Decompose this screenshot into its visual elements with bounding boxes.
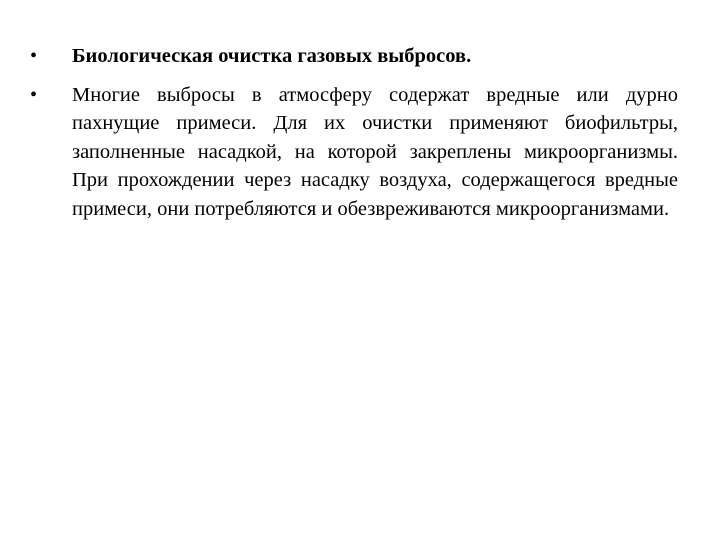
bullet-icon: • (30, 83, 38, 106)
slide-heading: Биологическая очистка газовых выбросов. (72, 45, 472, 67)
bullet-item-body (30, 81, 678, 224)
bullet-list (30, 42, 678, 233)
bullet-item-heading (30, 42, 678, 71)
body-paragraph: Многие выбросы в атмосферу содержат вредные или дурно пахнущие примеси. Для их очистки применяют биофильтры, заполненные насадкой, на которой закреплены микроорганизмы. При прохождении через насадку воздуха, содержащегося вредные примеси, они потребляются и обезвреживаются микроорганизмами. (72, 83, 678, 220)
bullet-icon: • (30, 45, 38, 67)
